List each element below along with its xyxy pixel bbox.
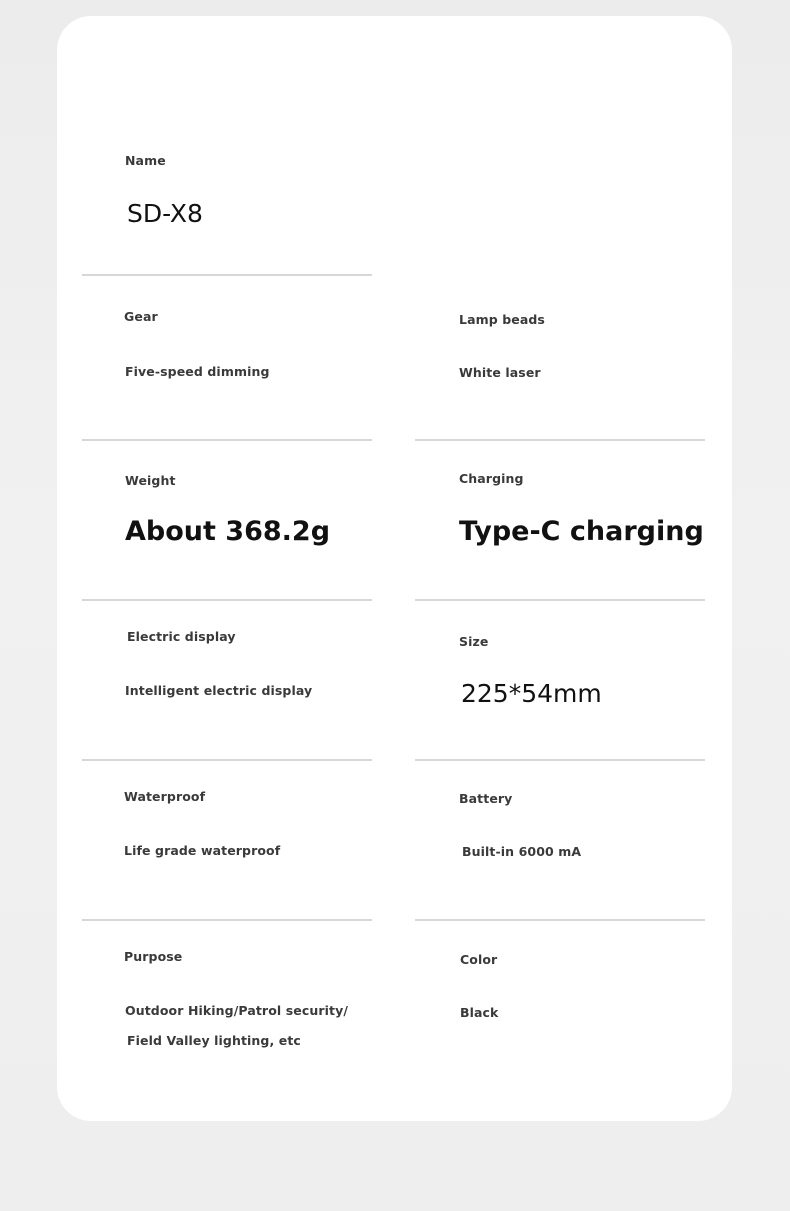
purpose-value-line2: Field Valley lighting, etc xyxy=(127,1033,301,1048)
divider xyxy=(82,274,372,276)
divider xyxy=(415,759,705,761)
divider xyxy=(415,599,705,601)
gear-value: Five-speed dimming xyxy=(125,364,270,379)
lamp-beads-value: White laser xyxy=(459,365,541,380)
size-label: Size xyxy=(459,634,489,649)
purpose-value-line1: Outdoor Hiking/Patrol security/ xyxy=(125,1003,348,1018)
electric-display-label: Electric display xyxy=(127,629,236,644)
purpose-label: Purpose xyxy=(124,949,183,964)
waterproof-value: Life grade waterproof xyxy=(124,843,281,858)
weight-label: Weight xyxy=(125,473,176,488)
lamp-beads-label: Lamp beads xyxy=(459,312,545,327)
divider xyxy=(82,439,372,441)
charging-label: Charging xyxy=(459,471,524,486)
divider xyxy=(82,759,372,761)
divider xyxy=(82,919,372,921)
color-label: Color xyxy=(460,952,498,967)
battery-label: Battery xyxy=(459,791,513,806)
divider xyxy=(82,599,372,601)
name-value: SD-X8 xyxy=(127,199,203,228)
battery-value: Built-in 6000 mA xyxy=(462,844,582,859)
spec-card xyxy=(57,16,732,1121)
electric-display-value: Intelligent electric display xyxy=(125,683,313,698)
size-value: 225*54mm xyxy=(461,679,602,708)
waterproof-label: Waterproof xyxy=(124,789,206,804)
divider xyxy=(415,919,705,921)
color-value: Black xyxy=(460,1005,499,1020)
name-label: Name xyxy=(125,153,166,168)
weight-value: About 368.2g xyxy=(125,516,331,547)
charging-value: Type-C charging xyxy=(459,516,704,547)
divider xyxy=(415,439,705,441)
gear-label: Gear xyxy=(124,309,158,324)
